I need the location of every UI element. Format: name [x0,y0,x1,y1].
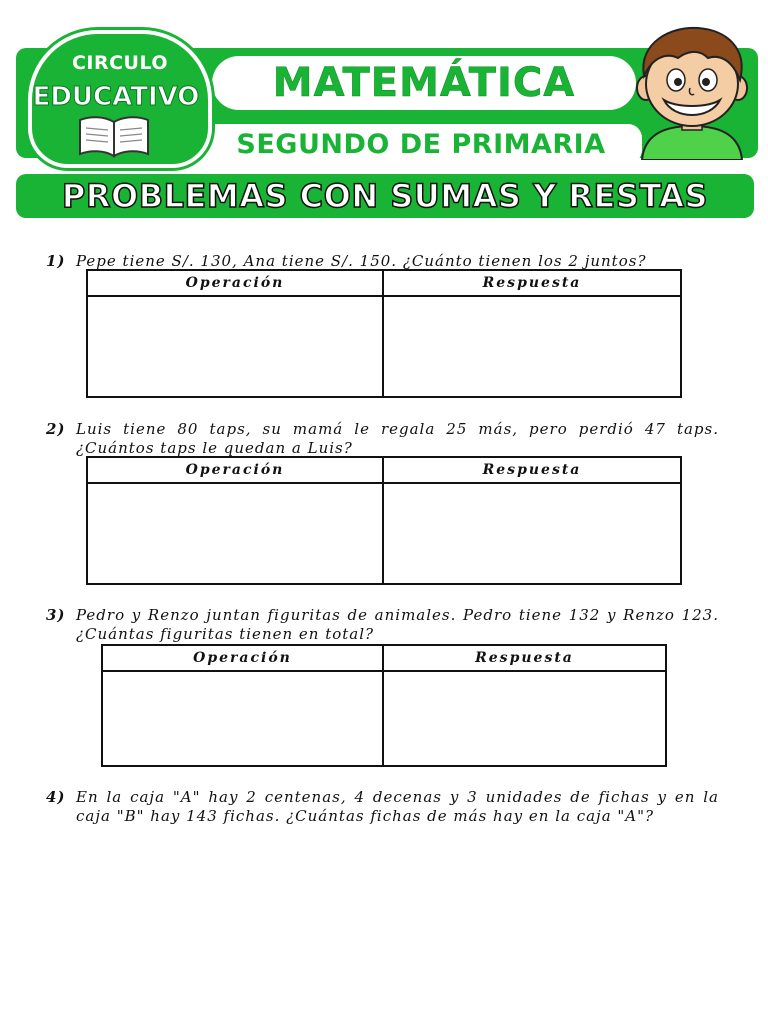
open-book-icon [76,114,152,160]
page-subtitle: SEGUNDO DE PRIMARIA [236,128,606,160]
problem-text: Pepe tiene S/. 130, Ana tiene S/. 150. ¿Cuánto tienen los 2 juntos? [76,252,647,270]
problem-number: 1) [46,252,66,270]
answer-header: Respuesta [384,458,680,484]
problem-text: En la caja "A" hay 2 centenas, 4 decenas y 3 unidades de fichas y en la caja "B" hay 143 fichas. ¿Cuántas fichas de más hay en la caja "A"? [76,788,719,825]
operation-header: Operación [88,271,384,297]
problem-number: 4) [46,788,66,806]
answer-box-3 [101,644,667,767]
answer-cell[interactable] [384,484,680,583]
answer-box-1 [86,269,682,398]
answer-header: Respuesta [384,271,680,297]
problem-3 [0,606,768,646]
operation-cell[interactable] [88,297,384,396]
problem-4 [0,788,768,828]
title-plate [212,56,636,110]
operation-cell[interactable] [88,484,384,583]
answer-header: Respuesta [384,646,665,672]
problem-text: Luis tiene 80 taps, su mamá le regala 25 más, pero perdió 47 taps. ¿Cuántos taps le quedan a Luis? [76,420,719,457]
answer-cell[interactable] [384,672,665,765]
operation-header: Operación [103,646,384,672]
subtitle-plate [200,124,642,164]
operation-cell[interactable] [103,672,384,765]
page-title: MATEMÁTICA [272,60,576,106]
operation-header: Operación [88,458,384,484]
problem-number: 3) [46,606,66,624]
boy-mascot-icon [628,24,756,160]
banner-title: PROBLEMAS CON SUMAS Y RESTAS [61,177,709,215]
worksheet-banner [16,174,754,218]
answer-cell[interactable] [384,297,680,396]
problem-text: Pedro y Renzo juntan figuritas de animales. Pedro tiene 132 y Renzo 123. ¿Cuántas figuritas tienen en total? [76,606,719,643]
logo-text-circulo: CIRCULO [71,52,169,74]
problem-2 [0,420,768,460]
answer-box-2 [86,456,682,585]
logo-text-educativo: EDUCATIVO [32,82,200,112]
problem-number: 2) [46,420,66,438]
